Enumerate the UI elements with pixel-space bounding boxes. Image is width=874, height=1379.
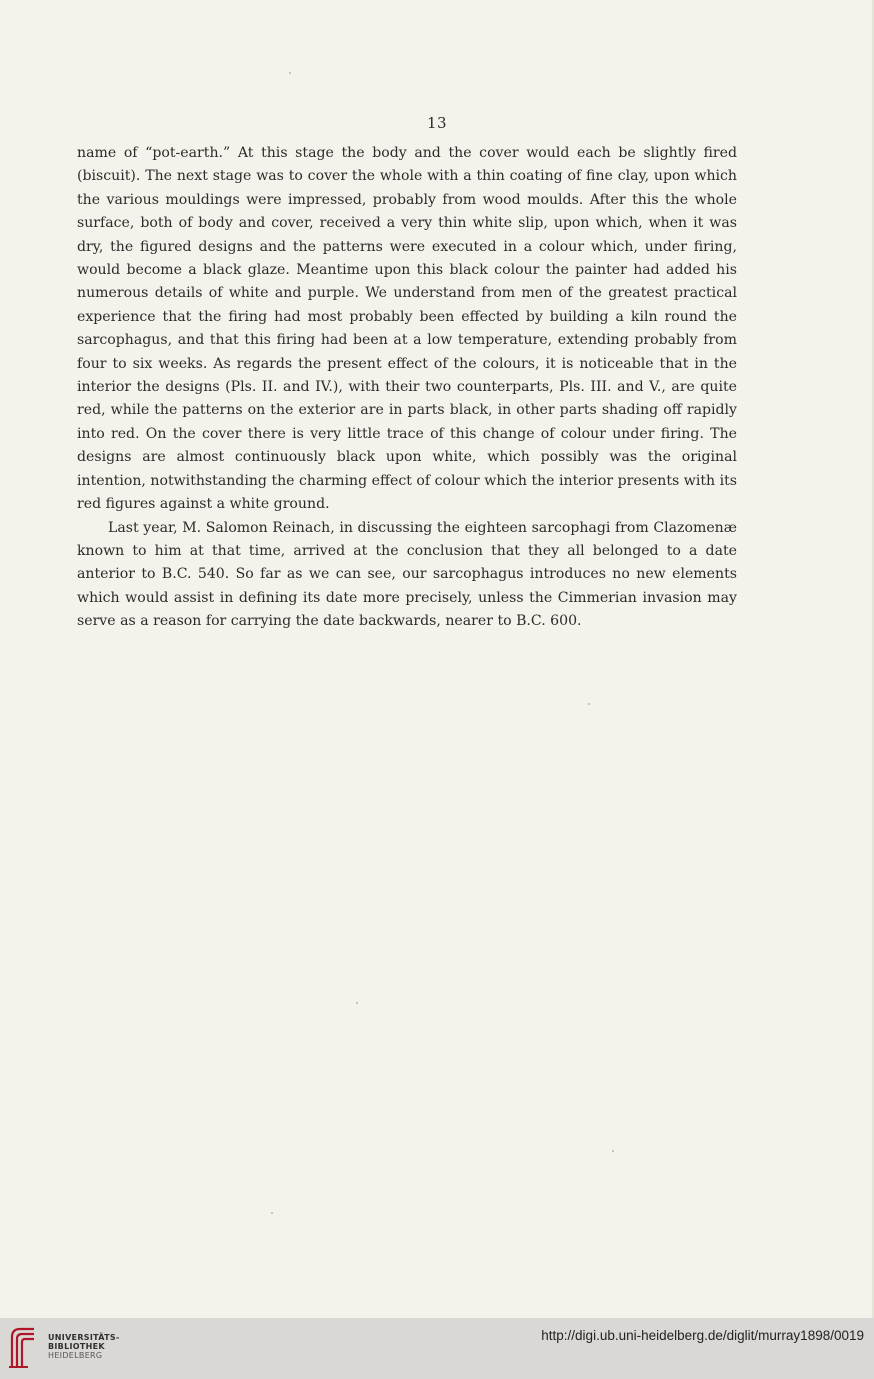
library-name: [48, 1333, 120, 1360]
university-library-logo-icon: [8, 1325, 38, 1369]
paper-speck: [289, 72, 291, 74]
paragraph-1: name of “pot-earth.” At this stage the body and the cover would each be slightly fired (biscuit). The next stage was to cover the whole with a thin coating of fine clay, upon which the various mouldings were impressed, probably from wood moulds. After this the whole surface, both of body and cover, received a very thin white slip, upon which, when it was dry, the figured designs and the patterns were executed in a colour which, under firing, would become a black glaze. Meantime upon this black colour the painter had added his numerous details of white and purple. We understand from men of the greatest practical experience that the firing had most probably been effected by building a kiln round the sarcophagus, and that this firing had been at a low temperature, extending probably from four to six weeks. As regards the present effect of the colours, it is noticeable that in the interior the designs (Pls. II. and IV.), with their two counterparts, Pls. III. and V., are quite red, while the patterns on the exterior are in parts black, in other parts shading off rapidly into red. On the cover there is very little trace of this change of colour under firing. The designs are almost continuously black upon white, which possibly was the original intention, notwithstanding the charming effect of colour which the interior presents with its red figures against a white ground.: [77, 145, 737, 513]
library-name-line3: HEIDELBERG: [48, 1351, 103, 1360]
body-text: [77, 142, 737, 634]
page-number: 13: [426, 114, 448, 132]
permalink-url[interactable]: http://digi.ub.uni-heidelberg.de/diglit/murray1898/0019: [541, 1328, 864, 1343]
paper-speck: [588, 703, 590, 705]
paper-speck: [271, 1212, 273, 1214]
library-name-line1: UNIVERSITÄTS-: [48, 1333, 120, 1342]
paper-speck: [612, 1150, 614, 1152]
paragraph-2: Last year, M. Salomon Reinach, in discussing the eighteen sarcophagi from Clazomenæ known to him at that time, arrived at the conclusion that they all belonged to a date anterior to B.C. 540. So far as we can see, our sarcophagus introduces no new elements which would assist in defining its date more precisely, unless the Cimmerian invasion may serve as a reason for carrying the date backwards, nearer to B.C. 600.: [77, 519, 737, 630]
paper-speck: [356, 1002, 358, 1004]
library-name-line2: BIBLIOTHEK: [48, 1342, 105, 1351]
